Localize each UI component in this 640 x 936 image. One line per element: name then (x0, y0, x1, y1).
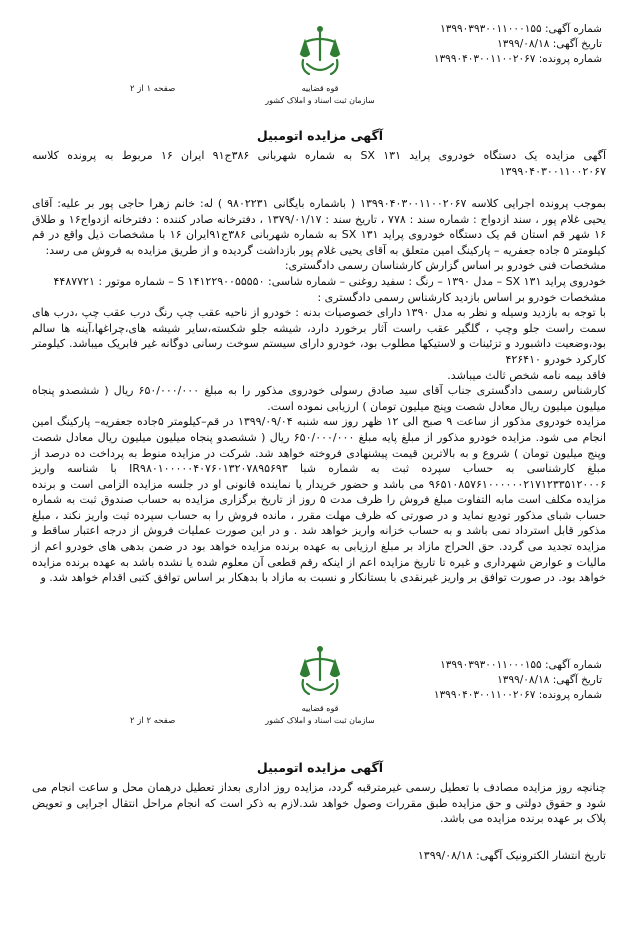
auction-title-2: آگهی مزایده اتومبیل (256, 760, 384, 775)
subtitle-text: آگهی مزایده یک دستگاه خودروی پراید ۱۳۱ SX به شماره شهربانی ۳۸۶ج۹۱ ایران ۱۶ مربوط به پرونده کلاسه ۱۳۹۹۰۴۰۳۰۰۱۱۰۰۲۰۶۷ (32, 149, 607, 178)
judiciary-emblem-2 (265, 644, 375, 726)
body-paragraph: کارشناس رسمی دادگستری جناب آقای سید صادق رسولی خودروی مذکور را به مبلغ ۶۵۰/۰۰۰/۰۰۰ ریال ( ششصدو پنجاه میلیون میلیون ریال معادل شصت وپنج میلیون تومان ) ارزیابی نموده است. (32, 384, 606, 413)
body-paragraph: خودروی پراید ۱۳۱ SX – مدل ۱۳۹۰ – رنگ : سفید روغنی – شماره شاسی: S ۱۴۱۲۲۹۰۰۵۵۵۵۰ – شماره موتور : ۴۴۸۷۷۲۱ (53, 274, 606, 288)
publish-date (32, 848, 606, 864)
ad-date: تاریخ آگهی: ۱۳۹۹/۰۸/۱۸ (497, 674, 602, 686)
publish-date-text: تاریخ انتشار الکترونیک آگهی: ۱۳۹۹/۰۸/۱۸ (417, 849, 606, 862)
auction-title-1: آگهی مزایده اتومبیل (256, 128, 384, 143)
judiciary-label: قوه قضاییه (301, 704, 339, 713)
body-paragraph: فاقد بیمه نامه شخص ثالث میباشد. (447, 368, 606, 382)
judiciary-label: قوه قضاییه (301, 84, 339, 93)
judiciary-emblem-1 (265, 24, 375, 106)
judiciary-emblem-icon (293, 644, 347, 702)
registry-org-label: سازمان ثبت اسناد و املاک کشور (265, 96, 375, 105)
case-number: شماره پرونده: ۱۳۹۹۰۴۰۳۰۰۱۱۰۰۲۰۶۷ (433, 689, 602, 701)
page-number-1: صفحه ۱ از ۲ (130, 84, 176, 94)
body-paragraph: چنانچه روز مزایده مصادف با تعطیل رسمی غیرمترقبه گردد، مزایده روز اداری بعداز تعطیل درهمان محل و ساعت انجام می شود و حقوق دولتی و حق مزایده طبق مقررات وصول خواهد شد.لازم به ذکر است که انجام مراحل انتقال اجرایی و تعویض پلاک بر عهده برنده مزایده می باشد. (32, 781, 606, 826)
registry-org-label: سازمان ثبت اسناد و املاک کشور (265, 716, 375, 725)
ad-date: تاریخ آگهی: ۱۳۹۹/۰۸/۱۸ (497, 38, 602, 50)
ad-number: شماره آگهی: ۱۳۹۹۰۳۹۳۰۰۱۱۰۰۰۱۵۵ (440, 659, 602, 671)
auction-body-2 (32, 780, 606, 827)
body-paragraph: بموجب پرونده اجرایی کلاسه ۱۳۹۹۰۴۰۳۰۰۱۱۰۰۲۰۶۷ ( باشماره بایگانی ۹۸۰۲۲۳۱ ) له: خانم زهرا حاجی پور بر علیه: آقای یحیی غلام پور ، سند ازدواج : شماره سند : ۷۷۸ ، تاریخ سند : ۱۳۷۹/۰۱/۱۷ ، دفترخانه صادر کننده : دفترخانه ازدواج۱۶ و طلاق ۱۶ شهر قم استان قم یک دستگاه خودروی پراید ۱۳۱ SX به شماره شهربانی ۳۸۶ج۹۱ایران ۱۶ با مشخصات ذیل واقع در قم کیلومتر ۵ جاده جعفریه – پارکینگ امین متعلق به آقای یحیی غلام پور بازداشت گردیده و از طریق مزایده به فروش می رسد: (32, 197, 607, 257)
page-number-2: صفحه ۲ از ۲ (130, 716, 176, 726)
body-paragraph: مشخصات خودرو بر اساس بازدید کارشناس رسمی دادگستری : (317, 290, 606, 304)
case-number: شماره پرونده: ۱۳۹۹۰۴۰۳۰۰۱۱۰۰۲۰۶۷ (433, 53, 602, 65)
auction-subtitle (32, 148, 606, 179)
auction-body-1 (32, 196, 606, 586)
body-paragraph: با توجه به بازدید وسیله و نظر به مدل ۱۳۹۰ دارای خصوصیات بدنه : خودرو از ناحیه عقب چپ رنگ درب عقب چپ ،درب های سمت راست جلو وچپ ، گلگیر عقب راست آثار برخورد دارد، شیشه جلو شکسته،سایر شیشه های،چراغها،آینه ها سالم بود،وضعیت داشبورد و تزئینات و لاستیکها مطلوب بود، خودرو دارای سیستم سوخت رسانی دوگانه غیر فابریک میباشد. کیلومتر کارکرد خودرو ۴۲۶۴۱۰ (32, 306, 606, 366)
judiciary-emblem-icon (293, 24, 347, 82)
ad-number: شماره آگهی: ۱۳۹۹۰۳۹۳۰۰۱۱۰۰۰۱۵۵ (440, 23, 602, 35)
body-paragraph: مشخصات فنی خودرو بر اساس گزارش کارشناسان رسمی دادگستری: (284, 259, 606, 273)
body-paragraph: مزایده خودروی مذکور از ساعت ۹ صبح الی ۱۲ ظهر روز سه شنبه ۱۳۹۹/۰۹/۰۴ در قم–کیلومتر ۵جاده جعفریه– پارکینگ امین انجام می شود. مزایده خودرو مذکور از مبلغ پایه مبلغ ۶۵۰/۰۰۰/۰۰۰ ریال ( ششصدو پنجاه میلیون میلیون ریال معادل شصت وپنج میلیون تومان ) شروع و به بالاترین قیمت پیشنهادی فروخته خواهد شد. شرکت در مزایده منوط به پرداخت ده درصد از مبلغ کارشناسی به حساب سپرده ثبت به شماره شبا IR۹۸۰۱۰۰۰۰۰۴۰۷۶۰۱۳۲۰۷۸۹۵۶۹۳ با شناسه واریز ۹۶۵۱۰۸۵۷۶۱۰۰۰۰۰۰۲۱۷۱۲۳۳۵۱۲۰۰۰۶ می باشد و حضور خریدار یا نماینده قانونی او در جلسه مزایده الزامی است و برنده مزایده مکلف است مابه التفاوت مبلغ فروش را ظرف مدت ۵ روز از تاریخ برگزاری مزایده به حساب صندوق ثبت به شماره حساب شبای مذکور تودیع نماید و در صورتی که ظرف مهلت مقرر ، مانده فروش را به حساب سپرده ثبت واریز نکند ، مبلغ مذکور قابل استرداد نمی باشد و به حساب خزانه واریز خواهد شد . و در این صورت عملیات فروش از درجه اعتبار ساقط و مزایده تجدید می گردد. حق الحراج مازاد بر مبلغ ارزیابی به عهده برنده مزایده خواهد بود در ضمن بدهی های خودرو اعم از مالیات و عوارض شهرداری و غیره تا تاریخ مزایده اعم از اینکه رقم قطعی آن معلوم شده یا نشده باشد به عهده برنده مزایده خواهد بود. در صورت توافق بر واریز غیرنقدی با بستانکار و نسبت به مازاد با بدهکار بر اساس توافق کتبی اقدام خواهد شد. و (32, 415, 607, 585)
